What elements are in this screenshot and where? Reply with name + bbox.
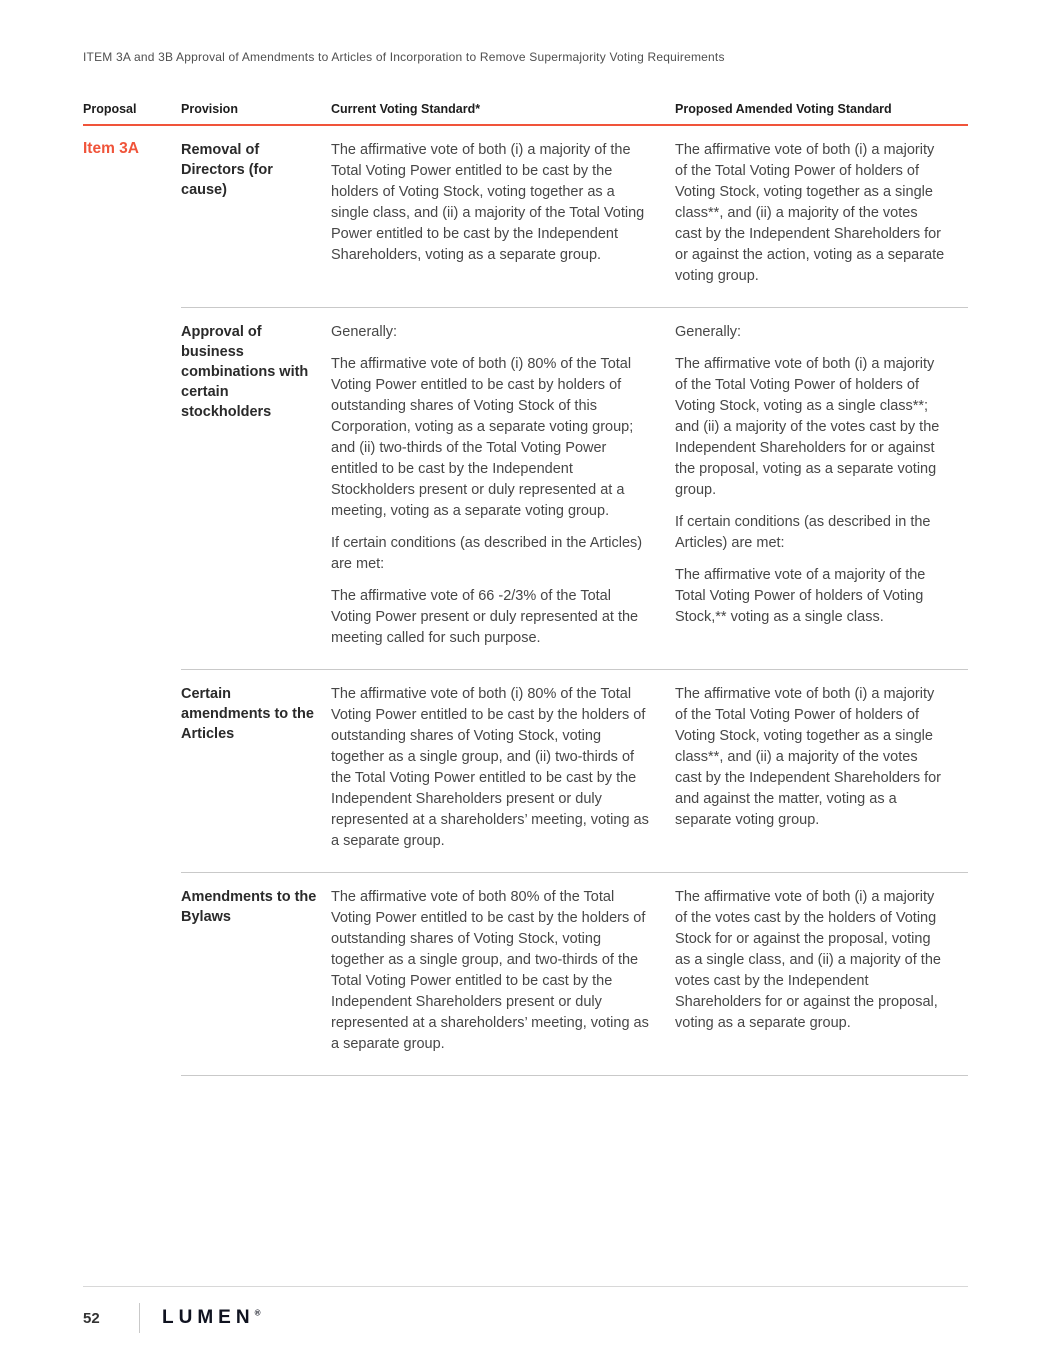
- table-row: [83, 307, 968, 669]
- column-header-proposed-standard: Proposed Amended Voting Standard: [675, 102, 892, 116]
- current-standard-cell: [331, 872, 675, 1076]
- current-standard-cell: [331, 669, 675, 872]
- proposed-standard-cell: [675, 872, 968, 1076]
- current-standard-cell: [331, 307, 675, 669]
- proposal-cell: [83, 669, 181, 872]
- column-header-current-standard: Current Voting Standard*: [331, 102, 481, 116]
- provision-cell: Approval of business combinations with certain stockholders: [181, 307, 331, 669]
- document-header-text: ITEM 3A and 3B Approval of Amendments to Articles of Incorporation to Remove Supermajority Voting Requirements: [83, 50, 725, 64]
- table-row: [83, 872, 968, 1076]
- proposal-cell: [83, 126, 181, 307]
- provision-cell: Certain amendments to the Articles: [181, 669, 331, 872]
- paragraph: The affirmative vote of both (i) a majority of the Total Voting Power of holders of Voting Stock, voting together as a single class**, and (ii) a majority of the votes cast by the Independent Shareholders for and against the matter, voting as a separate voting group.: [675, 686, 942, 828]
- provision-cell: Removal of Directors (for cause): [181, 142, 273, 198]
- lumen-wordmark: LUMEN: [162, 1307, 255, 1328]
- table-row: [83, 126, 968, 307]
- paragraph: Generally:: [331, 324, 398, 340]
- paragraph: The affirmative vote of both 80% of the Total Voting Power entitled to be cast by the holders of outstanding shares of Voting Stock, voting together as a single group, and two-thirds of the Total Voting Power entitled to be cast by the Independent Shareholders present or duly represented at a shareholders’ meeting, voting as a separate group.: [331, 889, 649, 1052]
- footer-divider: [139, 1303, 140, 1333]
- current-standard-cell: [331, 126, 675, 307]
- page-number: 52: [83, 1309, 100, 1327]
- paragraph: The affirmative vote of both (i) 80% of the Total Voting Power entitled to be cast by the holders of outstanding shares of Voting Stock, voting together as a single group, and (ii) two-thirds of the Total Voting Power entitled to be cast by the Independent Shareholders present or duly represented at a shareholders’ meeting, voting as a separate group.: [331, 686, 649, 849]
- proposed-standard-cell: [675, 307, 968, 669]
- paragraph: The affirmative vote of both (i) 80% of the Total Voting Power entitled to be cast by holders of outstanding shares of Voting Stock of this Corporation, voting as a separate voting group; and (ii) two-thirds of the Total Voting Power entitled to be cast by the Independent Stockholders present or duly represented at a meeting, voting as a separate voting group.: [331, 356, 634, 519]
- voting-standards-table: [83, 102, 968, 1076]
- paragraph: Generally:: [675, 324, 742, 340]
- paragraph: If certain conditions (as described in the Articles) are met:: [675, 514, 931, 551]
- column-header-proposal: Proposal: [83, 102, 137, 116]
- lumen-logo: [162, 1307, 260, 1329]
- paragraph: The affirmative vote of a majority of the Total Voting Power of holders of Voting Stock,** voting as a single class.: [675, 567, 926, 625]
- paragraph: The affirmative vote of both (i) a majority of the votes cast by the holders of Voting Stock for or against the proposal, voting as a single class, and (ii) a majority of the votes cast by the Independent Shareholders for or against the proposal, voting as a separate group.: [675, 889, 941, 1031]
- column-header-provision: Provision: [181, 102, 238, 116]
- proposal-cell: [83, 307, 181, 669]
- paragraph: The affirmative vote of both (i) a majority of the Total Voting Power of holders of Voting Stock, voting as a single class**; and (ii) a majority of the votes cast by the Independent Shareholders for or against the proposal, voting as a separate voting group.: [675, 356, 940, 498]
- proposed-standard-cell: [675, 669, 968, 872]
- proposal-item-label: Item 3A: [83, 140, 139, 157]
- paragraph: If certain conditions (as described in the Articles) are met:: [331, 535, 643, 572]
- paragraph: The affirmative vote of 66 -2/3% of the Total Voting Power present or duly represented at the meeting called for such purpose.: [331, 588, 639, 646]
- registered-mark: ®: [254, 1308, 261, 1318]
- page-footer: [83, 1286, 968, 1333]
- table-row: [83, 669, 968, 872]
- proposed-standard-cell: [675, 126, 968, 307]
- paragraph: The affirmative vote of both (i) a majority of the Total Voting Power of holders of Voting Stock, voting together as a single class**, and (ii) a majority of the votes cast by the Independent Shareholders for or against the action, voting as a separate voting group.: [675, 142, 945, 284]
- table-header-row: [83, 102, 968, 126]
- paragraph: The affirmative vote of both (i) a majority of the Total Voting Power entitled to be cast by the holders of Voting Stock, voting together as a single class, and (ii) a majority of the Total Voting Power entitled to be cast by the Independent Shareholders, voting as a separate group.: [331, 142, 645, 263]
- provision-cell: Amendments to the Bylaws: [181, 872, 331, 1076]
- proposal-cell: [83, 872, 181, 1076]
